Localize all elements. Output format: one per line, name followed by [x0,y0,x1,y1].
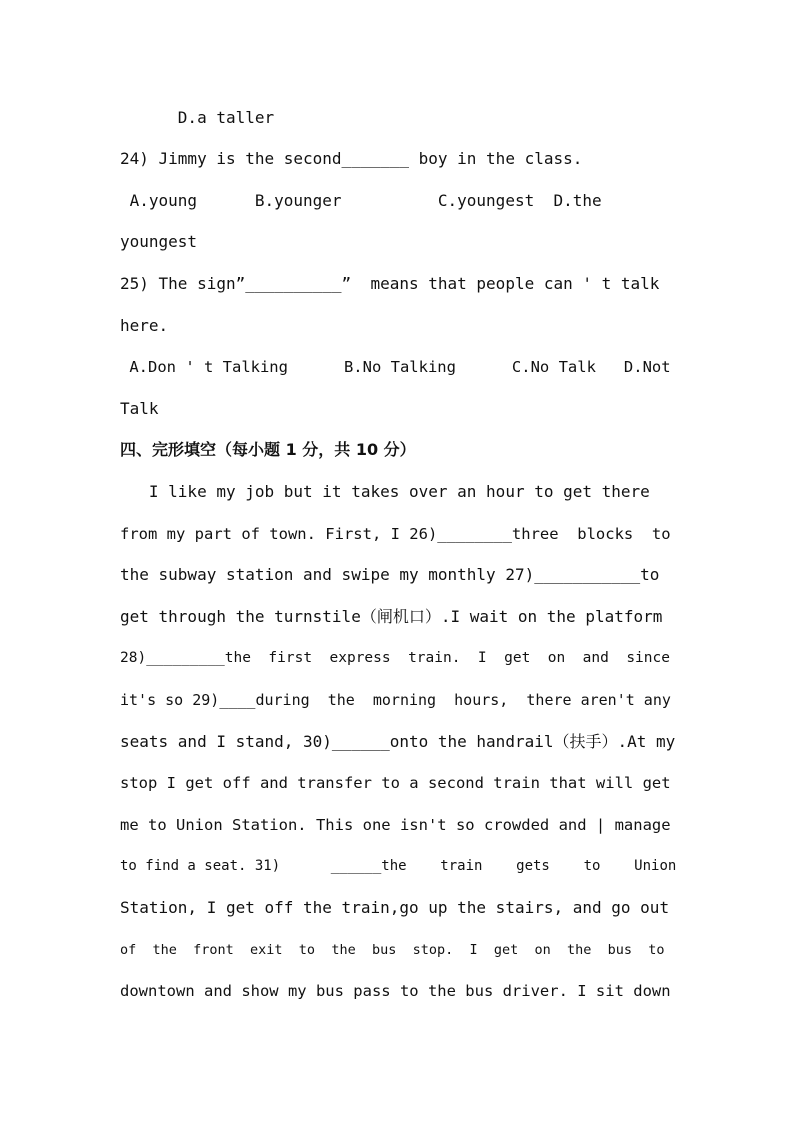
passage-line-7: seats and I stand, 30)______onto the handrail（扶手）.At my [120,732,676,751]
question-25: 25) The sign”__________” means that people can ' t talk [120,274,660,293]
options-25-cont: Talk [120,399,159,418]
options-24: A.young B.younger C.youngest D.the [120,191,602,210]
passage-line-3: the subway station and swipe my monthly 27)___________to [120,565,660,584]
passage-line-5: 28)_________the first express train. I get on and since [120,650,670,666]
section-heading: 四、完形填空（每小题 1 分，共 10 分） [120,440,416,459]
passage-line-2: from my part of town. First, I 26)________three blocks to [120,525,671,543]
passage-line-11: Station, I get off the train,go up the stairs, and go out [120,898,670,917]
passage-line-12: of the front exit to the bus stop. I get on the bus to [120,942,665,958]
options-25: A.Don ' t Talking B.No Talking C.No Talk D.Not [120,358,671,376]
passage-line-13: downtown and show my bus pass to the bus driver. I sit down [120,982,671,1000]
passage-line-10: to find a seat. 31) ______the train gets to Union [120,858,677,874]
question-25-cont: here. [120,316,169,335]
options-24-cont: youngest [120,232,198,251]
passage-line-9: me to Union Station. This one isn't so crowded and | manage [120,816,671,834]
passage-line-8: stop I get off and transfer to a second train that will get [120,774,671,792]
question-24: 24) Jimmy is the second_______ boy in the class. [120,149,583,168]
option-line-23d: D.a taller [120,108,275,127]
passage-line-6: it's so 29)____during the morning hours, there aren't any [120,691,671,709]
passage-line-4: get through the turnstile（闸机口）.I wait on the platform [120,607,663,626]
passage-line-1: I like my job but it takes over an hour to get there [120,482,650,501]
